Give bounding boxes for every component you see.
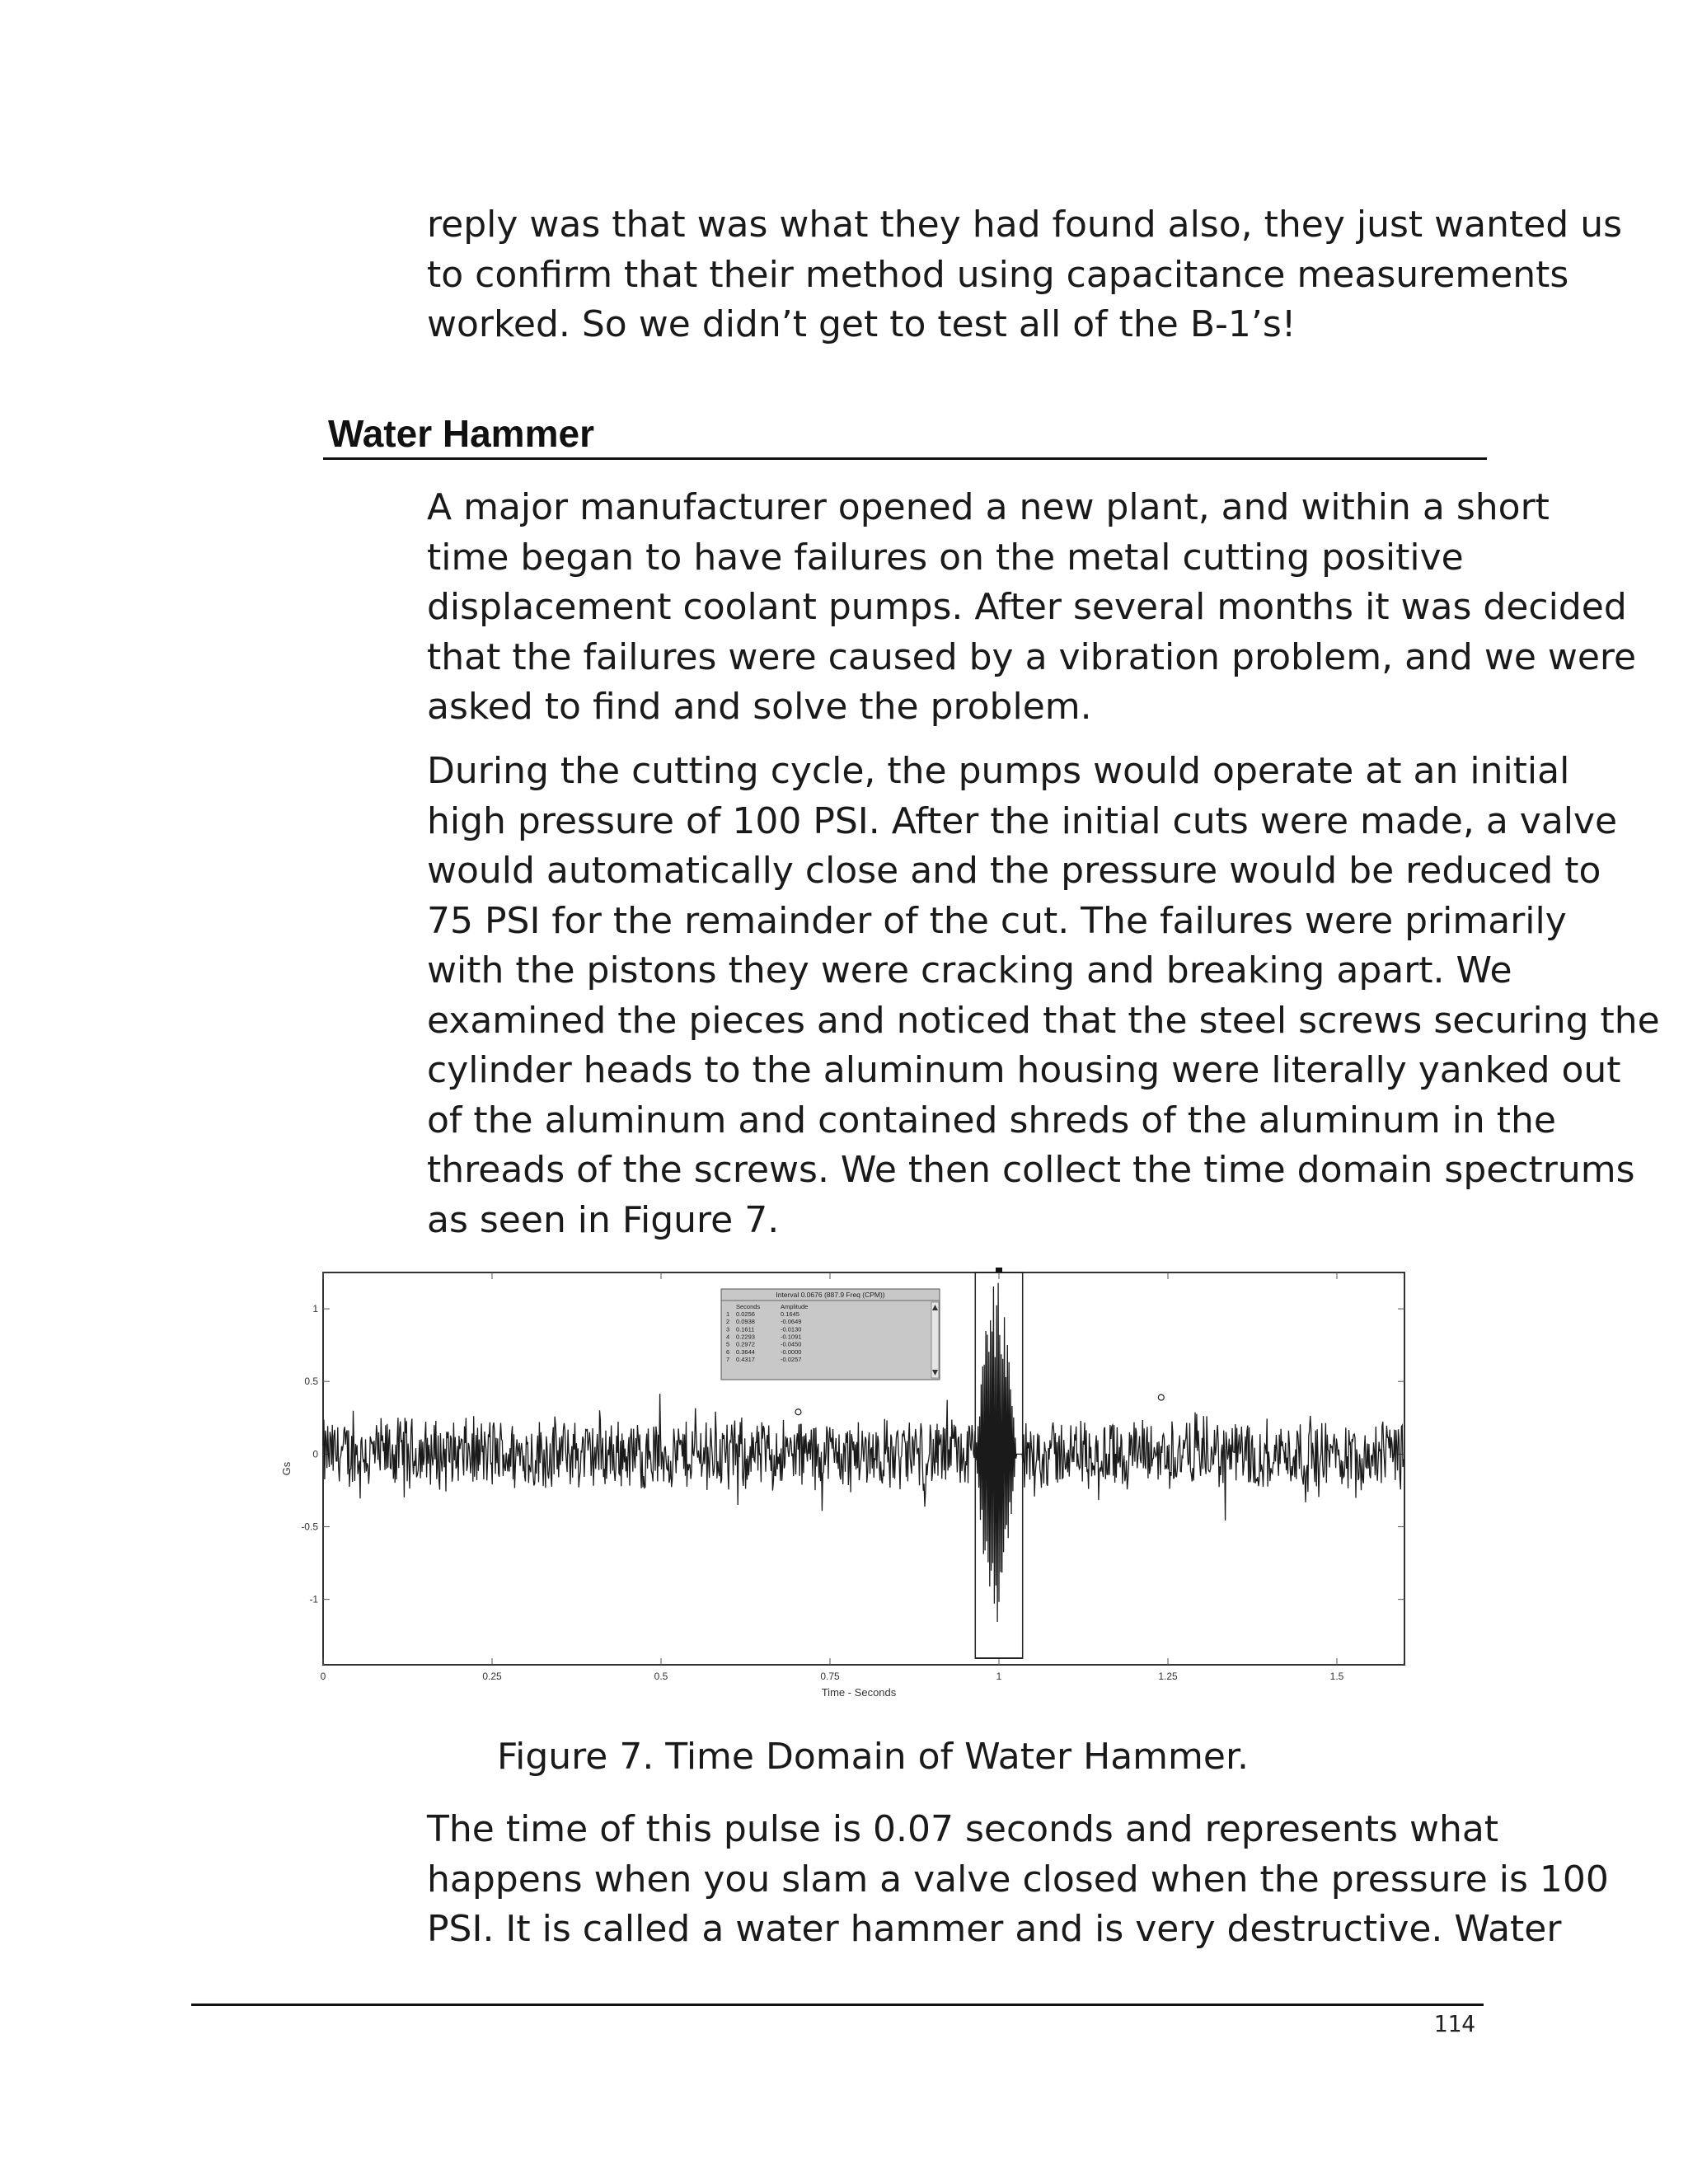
- intro-line: to confirm that their method using capacitance measurements: [427, 253, 1569, 296]
- y-tick-label: 0: [312, 1448, 318, 1460]
- heading-rule: [323, 457, 1487, 460]
- paragraph-line: threads of the screws. We then collect the time domain spectrums: [427, 1149, 1635, 1191]
- x-tick-labels: [321, 1671, 1344, 1682]
- paragraph-line: time began to have failures on the metal cutting positive: [427, 536, 1464, 579]
- paragraph-line: happens when you slam a valve closed when the pressure is 100: [427, 1858, 1609, 1900]
- page-number: 114: [1433, 2010, 1475, 2037]
- paragraph-line: high pressure of 100 PSI. After the initial cuts were made, a valve: [427, 799, 1618, 842]
- peak-marker: [1158, 1394, 1164, 1400]
- interval-info-box: [721, 1289, 940, 1380]
- cursor-handle: [996, 1268, 1002, 1272]
- info-box-cell: -0.0000: [781, 1347, 802, 1356]
- x-tick-label: 0: [320, 1671, 326, 1682]
- y-tick-label: 1: [312, 1303, 318, 1315]
- info-box-cell: 2: [726, 1318, 730, 1326]
- peak-marker: [795, 1409, 801, 1415]
- paragraph-line: During the cutting cycle, the pumps would operate at an initial: [427, 750, 1570, 792]
- intro-line: reply was that was what they had found also, they just wanted us: [427, 204, 1623, 246]
- paragraph-line: The time of this pulse is 0.07 seconds and represents what: [427, 1808, 1499, 1850]
- paragraph-line: that the failures were caused by a vibration problem, and we were: [427, 635, 1637, 678]
- info-box-cell: 0.4317: [736, 1356, 755, 1364]
- paragraph-line: asked to find and solve the problem.: [427, 686, 1092, 728]
- info-box-title: Interval 0.0676 (887.9 Freq (CPM)): [776, 1291, 885, 1299]
- paragraph-line: would automatically close and the pressure would be reduced to: [427, 850, 1601, 892]
- paragraph-line: A major manufacturer opened a new plant, and within a short: [427, 486, 1550, 528]
- info-box-col-header: Seconds: [736, 1303, 761, 1310]
- paragraph-3: [427, 1805, 1609, 1955]
- paragraph-line: displacement coolant pumps. After several months it was decided: [427, 586, 1627, 628]
- x-tick-label: 1: [996, 1671, 1002, 1682]
- info-box-cell: 5: [726, 1340, 730, 1348]
- x-tick-label: 0.5: [654, 1671, 668, 1682]
- x-tick-label: 0.25: [482, 1671, 502, 1682]
- x-axis-label: Time - Seconds: [821, 1686, 897, 1699]
- info-box-cell: -0.1091: [781, 1333, 802, 1341]
- info-box-col-header: Amplitude: [781, 1303, 809, 1310]
- paragraph-line: as seen in Figure 7.: [427, 1198, 780, 1241]
- info-box-cell: -0.0257: [781, 1356, 802, 1364]
- x-tick-label: 1.25: [1158, 1671, 1178, 1682]
- y-tick-label: -1: [309, 1593, 318, 1605]
- paragraph-line: PSI. It is called a water hammer and is very destructive. Water: [427, 1908, 1562, 1950]
- y-tick-label: 0.5: [304, 1376, 318, 1388]
- paragraph-line: with the pistons they were cracking and breaking apart. We: [427, 949, 1512, 991]
- paragraph-line: of the aluminum and contained shreds of the aluminum in the: [427, 1099, 1556, 1141]
- info-box-cell: 4: [726, 1333, 730, 1341]
- time-domain-chart: [272, 1253, 1426, 1706]
- info-box-cell: -0.0130: [781, 1325, 802, 1333]
- figure-caption: Figure 7. Time Domain of Water Hammer.: [497, 1736, 1250, 1778]
- info-box-cell: -0.0649: [781, 1318, 802, 1326]
- footer-rule: [191, 2004, 1484, 2006]
- info-box-cell: 0.0938: [736, 1318, 755, 1326]
- info-box-cell: 0.1611: [736, 1325, 755, 1333]
- info-box-cell: 0.0256: [736, 1310, 755, 1318]
- info-box-cell: 1: [726, 1310, 730, 1318]
- info-box-cell: 0.3644: [736, 1347, 755, 1356]
- intro-line: worked. So we didn’t get to test all of the B-1’s!: [427, 303, 1296, 345]
- paragraph-1: [427, 483, 1637, 733]
- info-box-cell: 3: [726, 1325, 730, 1333]
- info-box-scrollbar: [931, 1302, 939, 1378]
- paragraph-line: examined the pieces and noticed that the steel screws securing the: [427, 999, 1660, 1042]
- x-tick-label: 1.5: [1329, 1671, 1344, 1682]
- info-box-cell: 0.1645: [781, 1310, 799, 1318]
- y-tick-labels: [301, 1303, 318, 1605]
- y-tick-label: -0.5: [301, 1521, 318, 1533]
- info-box-cell: 7: [726, 1356, 730, 1364]
- paragraph-2: [427, 747, 1660, 1245]
- info-box-cell: 0.2293: [736, 1333, 755, 1341]
- paragraph-line: cylinder heads to the aluminum housing were literally yanked out: [427, 1049, 1621, 1091]
- intro-paragraph: [427, 200, 1623, 350]
- info-box-cell: 6: [726, 1347, 730, 1356]
- section-heading: Water Hammer: [328, 412, 594, 455]
- paragraph-line: 75 PSI for the remainder of the cut. The failures were primarily: [427, 899, 1567, 942]
- y-axis-label: Gs: [280, 1461, 293, 1476]
- figure-7: [272, 1253, 1426, 1706]
- info-box-cell: 0.2972: [736, 1340, 755, 1348]
- info-box-cell: -0.0450: [781, 1340, 802, 1348]
- x-tick-label: 0.75: [820, 1671, 840, 1682]
